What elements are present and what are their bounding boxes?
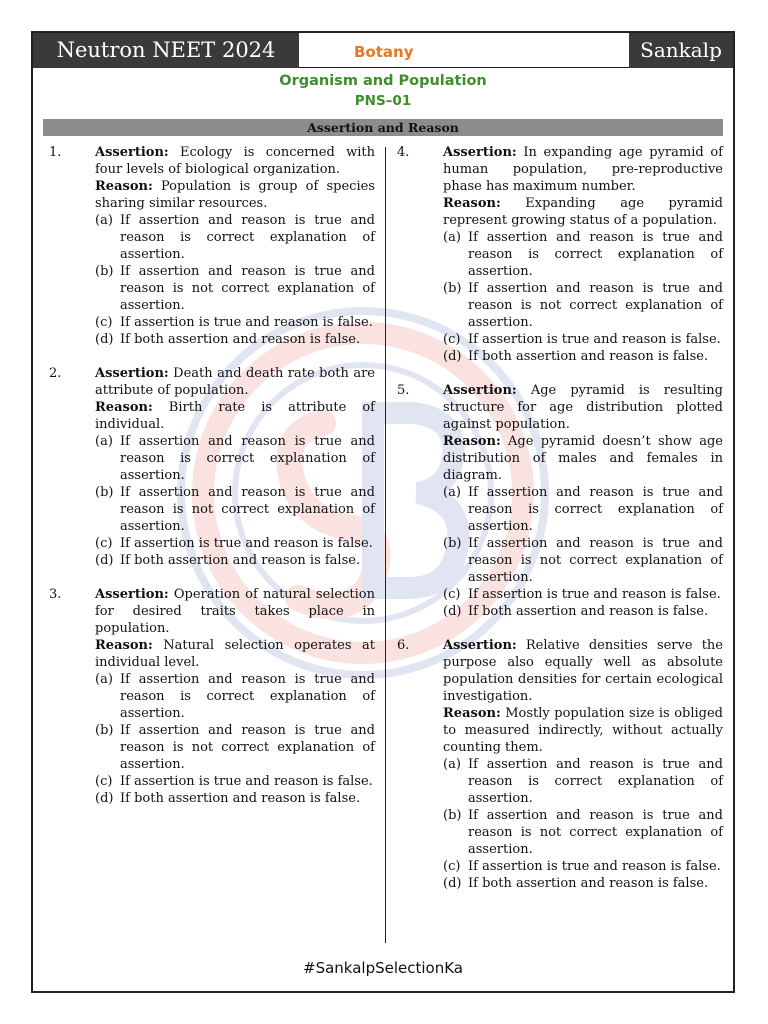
- option-letter: (d): [443, 604, 462, 619]
- assertion-statement: [443, 382, 723, 433]
- reason-label: Reason:: [95, 638, 153, 653]
- option-text: If assertion and reason is true and reason is not correct explanation of assertion.: [120, 723, 375, 772]
- reason-statement: [443, 195, 723, 229]
- assertion-text: Ecology is concerned with four levels of biological organization.: [95, 145, 375, 177]
- option-text: If assertion and reason is true and reason is correct explanation of assertion.: [468, 485, 723, 534]
- option-letter: (c): [95, 774, 113, 789]
- reason-label: Reason:: [443, 706, 501, 721]
- option-text: If assertion and reason is true and reason is correct explanation of assertion.: [120, 213, 375, 262]
- reason-label: Reason:: [95, 179, 153, 194]
- option-text: If assertion and reason is true and reason is correct explanation of assertion.: [468, 757, 723, 806]
- left-column: [45, 144, 375, 824]
- assertion-statement: [443, 637, 723, 705]
- answer-option: [95, 722, 375, 773]
- assertion-label: Assertion:: [95, 366, 169, 381]
- option-letter: (d): [95, 553, 114, 568]
- subject-label: Botany: [354, 43, 414, 61]
- assertion-text: Relative densities serve the purpose also equally well as absolute population densities for certain ecological investigation.: [443, 638, 723, 704]
- option-letter: (d): [95, 791, 114, 806]
- reason-text: Population is group of species sharing similar resources.: [95, 179, 375, 211]
- question-body: [443, 637, 723, 892]
- question-number: 5.: [397, 383, 410, 398]
- question-item: [393, 382, 723, 620]
- question-item: [45, 144, 375, 348]
- answer-option: [95, 773, 375, 790]
- assertion-statement: [95, 144, 375, 178]
- question-number: 2.: [49, 366, 62, 381]
- question-body: [95, 144, 375, 348]
- question-body: [443, 382, 723, 620]
- assertion-text: Death and death rate both are attribute of population.: [95, 366, 375, 398]
- reason-statement: [95, 178, 375, 212]
- reason-text: Natural selection operates at individual level.: [95, 638, 375, 670]
- reason-text: Age pyramid doesn’t show age distribution of males and females in diagram.: [443, 434, 723, 483]
- option-text: If assertion and reason is true and reason is correct explanation of assertion.: [468, 230, 723, 279]
- question-body: [95, 586, 375, 807]
- option-letter: (c): [443, 332, 461, 347]
- assertion-statement: [95, 365, 375, 399]
- answer-option: [95, 331, 375, 348]
- option-letter: (a): [443, 757, 461, 772]
- assertion-text: Operation of natural selection for desired traits takes place in population.: [95, 587, 375, 636]
- answer-option: [95, 552, 375, 569]
- assertion-statement: [95, 586, 375, 637]
- reason-statement: [443, 705, 723, 756]
- answer-option: [443, 586, 723, 603]
- question-item: [393, 637, 723, 892]
- question-number: 1.: [49, 145, 62, 160]
- assertion-text: Age pyramid is resulting structure for age distribution plotted against population.: [443, 383, 723, 432]
- answer-option: [443, 348, 723, 365]
- header-rule: [299, 67, 629, 68]
- option-text: If both assertion and reason is false.: [120, 553, 361, 568]
- reason-statement: [95, 399, 375, 433]
- option-letter: (c): [443, 859, 461, 874]
- answer-option: [443, 484, 723, 535]
- question-item: [45, 586, 375, 807]
- reason-label: Reason:: [443, 196, 501, 211]
- series-title: Neutron NEET 2024: [33, 33, 299, 68]
- answer-option: [95, 484, 375, 535]
- sheet-code: PNS–01: [354, 93, 412, 109]
- option-text: If assertion is true and reason is false.: [120, 774, 373, 789]
- question-item: [45, 365, 375, 569]
- option-letter: (b): [443, 808, 462, 823]
- option-text: If assertion and reason is true and reason is not correct explanation of assertion.: [468, 281, 723, 330]
- answer-option: [95, 790, 375, 807]
- footer-hashtag: #SankalpSelectionKa: [303, 959, 463, 977]
- assertion-label: Assertion:: [443, 145, 517, 160]
- section-title: Assertion and Reason: [43, 119, 723, 136]
- answer-option: [95, 671, 375, 722]
- option-letter: (c): [95, 536, 113, 551]
- question-body: [443, 144, 723, 365]
- option-text: If assertion and reason is true and reason is not correct explanation of assertion.: [120, 485, 375, 534]
- option-letter: (c): [443, 587, 461, 602]
- option-text: If both assertion and reason is false.: [468, 876, 709, 891]
- option-letter: (d): [443, 876, 462, 891]
- option-letter: (d): [95, 332, 114, 347]
- assertion-label: Assertion:: [95, 587, 169, 602]
- batch-title: Sankalp: [629, 33, 733, 68]
- answer-option: [443, 229, 723, 280]
- option-text: If both assertion and reason is false.: [468, 604, 709, 619]
- right-column: [393, 144, 723, 909]
- option-text: If assertion is true and reason is false.: [468, 332, 721, 347]
- option-text: If assertion and reason is true and reason is not correct explanation of assertion.: [468, 536, 723, 585]
- answer-option: [443, 603, 723, 620]
- answer-option: [443, 280, 723, 331]
- option-letter: (b): [443, 536, 462, 551]
- answer-option: [443, 535, 723, 586]
- option-letter: (b): [95, 485, 114, 500]
- reason-statement: [95, 637, 375, 671]
- answer-option: [95, 314, 375, 331]
- assertion-text: In expanding age pyramid of human population, pre-reproductive phase has maximum number.: [443, 145, 723, 194]
- reason-statement: [443, 433, 723, 484]
- option-text: If assertion and reason is true and reason is correct explanation of assertion.: [120, 672, 375, 721]
- option-letter: (c): [95, 315, 113, 330]
- reason-label: Reason:: [443, 434, 501, 449]
- assertion-statement: [443, 144, 723, 195]
- option-letter: (a): [443, 485, 461, 500]
- reason-text: Mostly population size is obliged to measured indirectly, without actually counting them.: [443, 706, 723, 755]
- answer-option: [443, 875, 723, 892]
- option-text: If assertion is true and reason is false.: [120, 315, 373, 330]
- header-bar: [33, 33, 733, 69]
- option-text: If assertion and reason is true and reason is correct explanation of assertion.: [120, 434, 375, 483]
- answer-option: [95, 433, 375, 484]
- worksheet-page: [31, 31, 735, 993]
- option-text: If both assertion and reason is false.: [468, 349, 709, 364]
- option-letter: (b): [95, 264, 114, 279]
- column-divider: [385, 147, 386, 943]
- option-letter: (d): [443, 349, 462, 364]
- reason-text: Expanding age pyramid represent growing status of a population.: [443, 196, 723, 228]
- option-letter: (a): [95, 213, 113, 228]
- option-letter: (a): [95, 434, 113, 449]
- answer-option: [95, 212, 375, 263]
- option-text: If assertion is true and reason is false.: [468, 859, 721, 874]
- chapter-title: Organism and Population: [279, 73, 487, 89]
- option-letter: (a): [95, 672, 113, 687]
- question-number: 3.: [49, 587, 62, 602]
- answer-option: [443, 331, 723, 348]
- question-item: [393, 144, 723, 365]
- assertion-label: Assertion:: [443, 383, 517, 398]
- answer-option: [95, 263, 375, 314]
- option-text: If assertion is true and reason is false.: [120, 536, 373, 551]
- reason-text: Birth rate is attribute of individual.: [95, 400, 375, 432]
- option-letter: (a): [443, 230, 461, 245]
- option-text: If assertion and reason is true and reason is not correct explanation of assertion.: [468, 808, 723, 857]
- answer-option: [443, 858, 723, 875]
- assertion-label: Assertion:: [443, 638, 517, 653]
- option-letter: (b): [95, 723, 114, 738]
- answer-option: [95, 535, 375, 552]
- option-text: If assertion and reason is true and reason is not correct explanation of assertion.: [120, 264, 375, 313]
- question-number: 4.: [397, 145, 410, 160]
- reason-label: Reason:: [95, 400, 153, 415]
- option-letter: (b): [443, 281, 462, 296]
- option-text: If both assertion and reason is false.: [120, 332, 361, 347]
- question-body: [95, 365, 375, 569]
- answer-option: [443, 807, 723, 858]
- answer-option: [443, 756, 723, 807]
- question-number: 6.: [397, 638, 410, 653]
- assertion-label: Assertion:: [95, 145, 169, 160]
- option-text: If assertion is true and reason is false.: [468, 587, 721, 602]
- option-text: If both assertion and reason is false.: [120, 791, 361, 806]
